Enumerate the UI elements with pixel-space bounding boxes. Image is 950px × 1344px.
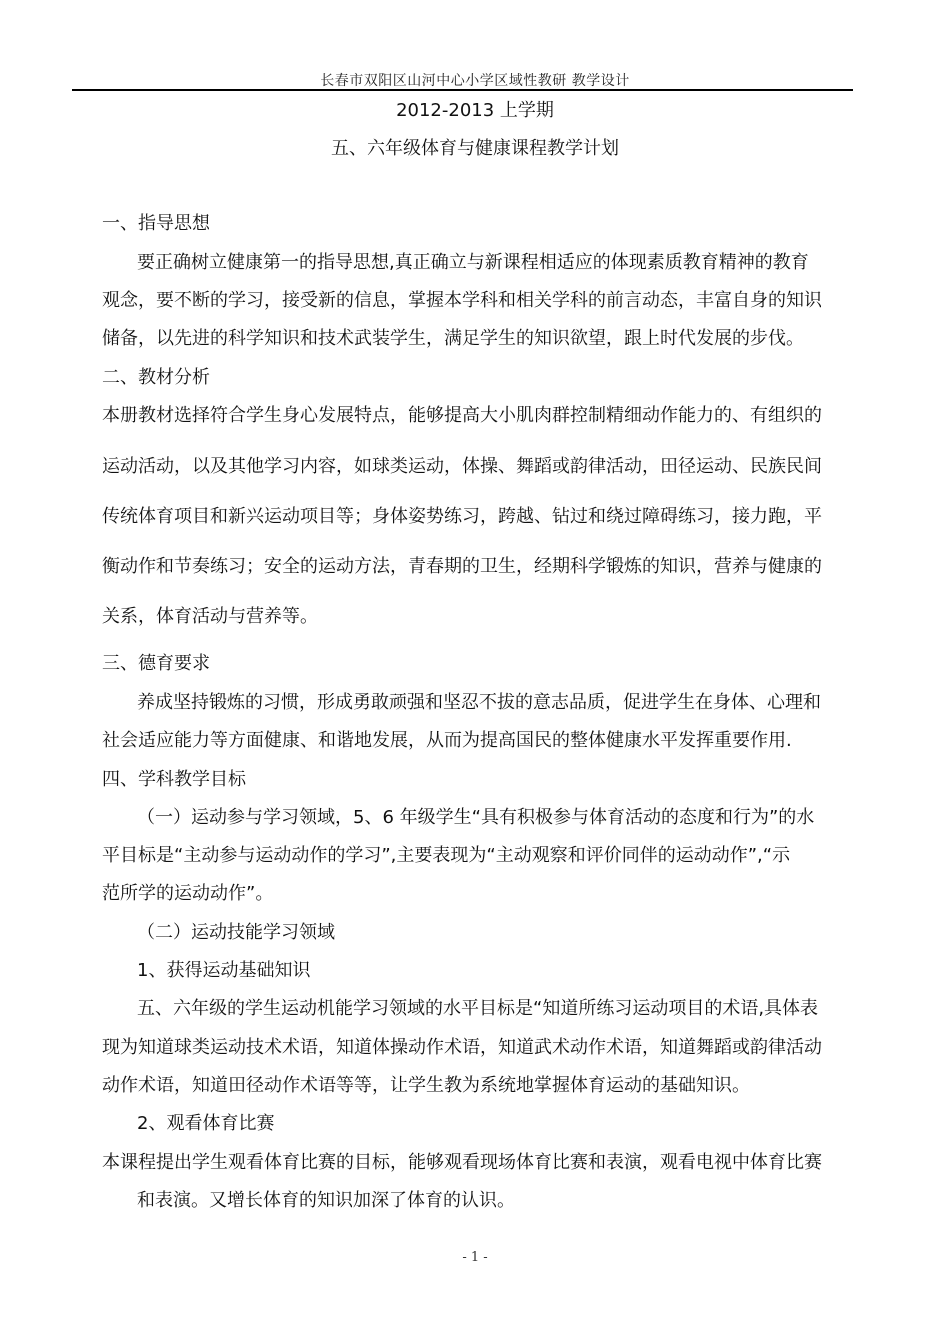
subsection-heading-skills: （二）运动技能学习领域 <box>137 922 335 943</box>
paragraph-line: 运动活动，以及其他学习内容，如球类运动，体操、舞蹈或韵律活动，田径运动、民族民间 <box>102 456 822 477</box>
paragraph-line: 现为知道球类运动技术术语，知道体操动作术语，知道武术动作术语，知道舞蹈或韵律活动 <box>102 1037 822 1058</box>
paragraph-line: 平目标是“主动参与运动动作的学习”,主要表现为“主动观察和评价同伴的运动动作”,“示 <box>102 845 791 866</box>
paragraph-line: （一）运动参与学习领域，5、6 年级学生“具有积极参与体育活动的态度和行为”的水 <box>137 807 815 828</box>
paragraph-line: 要正确树立健康第一的指导思想,真正确立与新课程相适应的体现素质教育精神的教育 <box>137 252 809 273</box>
paragraph-line: 储备，以先进的科学知识和技术武装学生，满足学生的知识欲望，跟上时代发展的步伐。 <box>102 328 804 349</box>
section-heading-material-analysis: 二、教材分析 <box>102 367 210 388</box>
header-rule <box>72 89 853 91</box>
paragraph-line: 衡动作和节奏练习；安全的运动方法，青春期的卫生，经期科学锻炼的知识，营养与健康的 <box>102 556 822 577</box>
paragraph-line: 本课程提出学生观看体育比赛的目标，能够观看现场体育比赛和表演，观看电视中体育比赛 <box>102 1152 822 1173</box>
subsection-heading-watch-games: 2、观看体育比赛 <box>137 1113 275 1134</box>
paragraph-line: 本册教材选择符合学生身心发展特点，能够提高大小肌肉群控制精细动作能力的、有组织的 <box>102 405 822 426</box>
paragraph-line: 动作术语，知道田径动作术语等等，让学生教为系统地掌握体育运动的基础知识。 <box>102 1075 750 1096</box>
section-heading-guiding-thought: 一、指导思想 <box>102 213 210 234</box>
page-number: - 1 - <box>462 1250 488 1265</box>
running-header: 长春市双阳区山河中心小学区域性教研 教学设计 <box>320 73 630 89</box>
paragraph-line: 社会适应能力等方面健康、和谐地发展，从而为提高国民的整体健康水平发挥重要作用. <box>102 730 792 751</box>
document-title: 五、六年级体育与健康课程教学计划 <box>331 138 619 159</box>
paragraph-line: 观念，要不断的学习，接受新的信息，掌握本学科和相关学科的前言动态，丰富自身的知识 <box>102 290 822 311</box>
paragraph-line: 传统体育项目和新兴运动项目等；身体姿势练习，跨越、钻过和绕过障碍练习，接力跑，平 <box>102 506 822 527</box>
paragraph-line: 和表演。又增长体育的知识加深了体育的认识。 <box>137 1190 515 1211</box>
paragraph-line: 五、六年级的学生运动机能学习领域的水平目标是“知道所练习运动项目的术语,具体表 <box>137 998 819 1019</box>
paragraph-line: 关系，体育活动与营养等。 <box>102 606 318 627</box>
subsection-heading-basic-knowledge: 1、获得运动基础知识 <box>137 960 311 981</box>
document-term: 2012-2013 上学期 <box>396 100 554 121</box>
paragraph-line: 养成坚持锻炼的习惯，形成勇敢顽强和坚忍不拔的意志品质，促进学生在身体、心理和 <box>137 692 821 713</box>
section-heading-teaching-goals: 四、学科教学目标 <box>102 769 246 790</box>
section-heading-moral-education: 三、德育要求 <box>102 653 210 674</box>
paragraph-line: 范所学的运动动作”。 <box>102 883 274 904</box>
